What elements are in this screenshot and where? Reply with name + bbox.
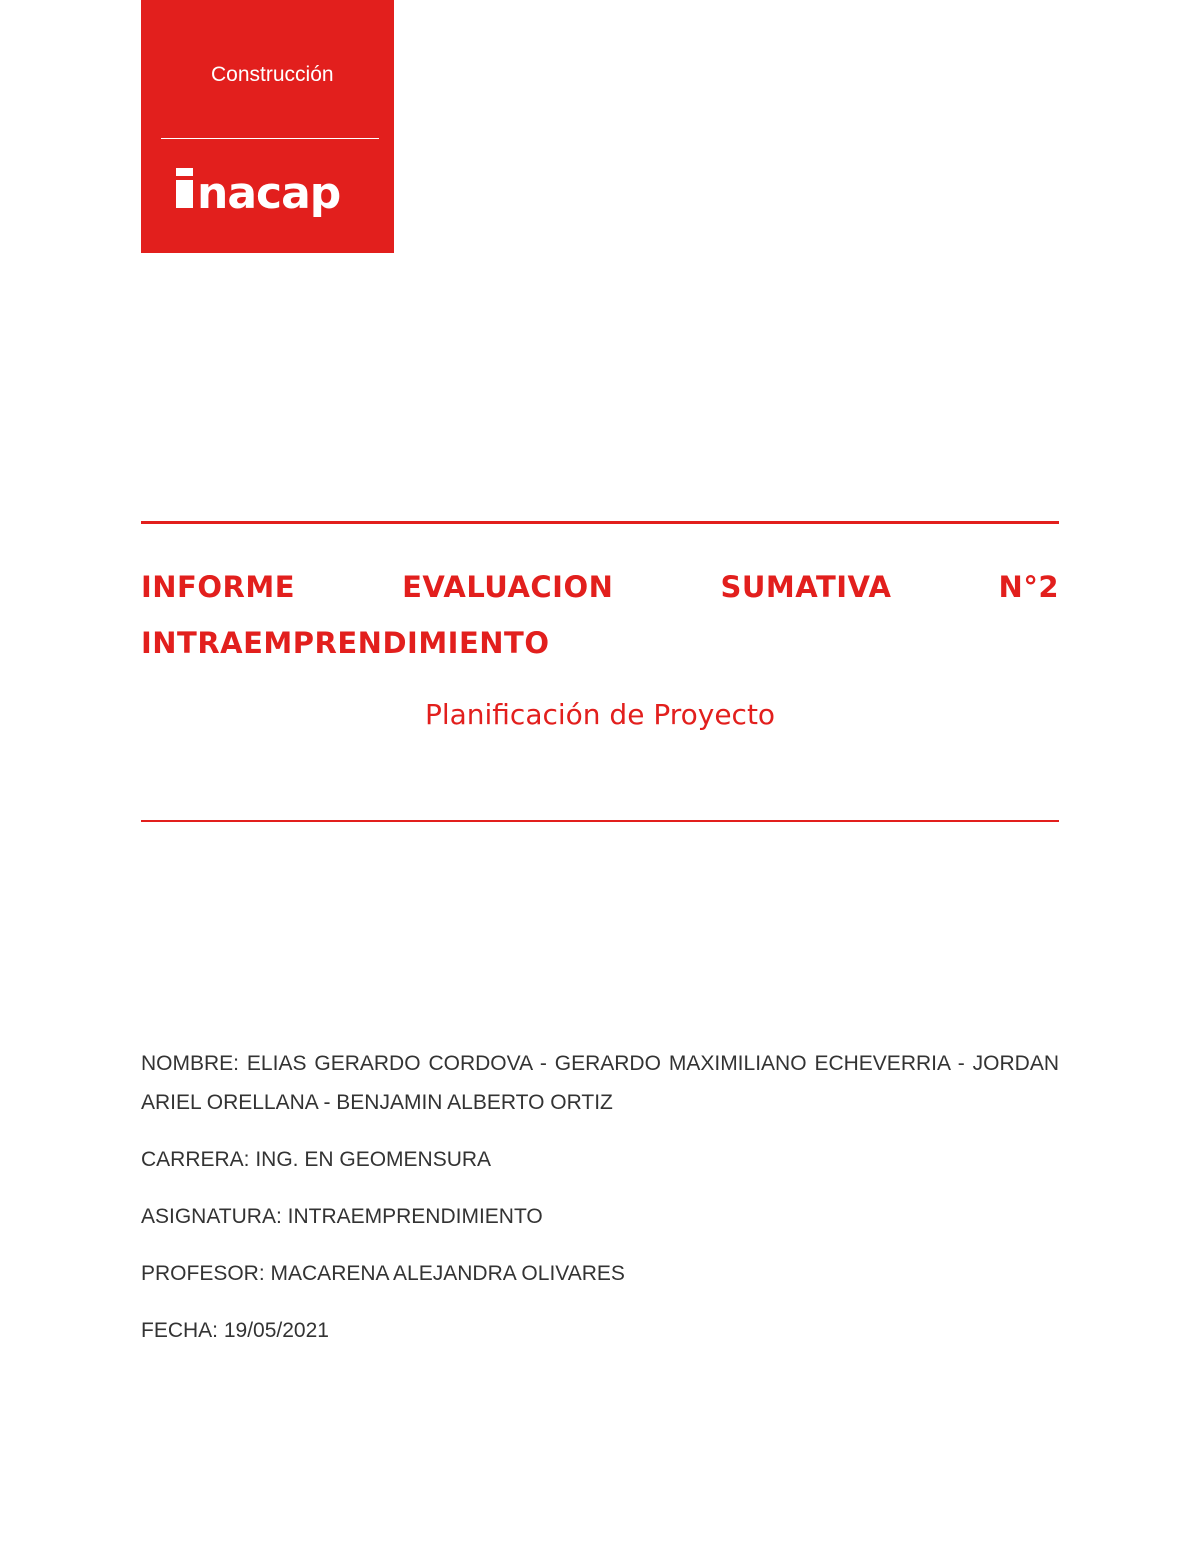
info-fecha: FECHA: 19/05/2021 xyxy=(141,1319,329,1342)
document-subtitle: Planificación de Proyecto xyxy=(424,698,776,731)
title-bottom-rule xyxy=(141,820,1059,822)
title-top-rule xyxy=(141,521,1059,524)
info-asignatura: ASIGNATURA: INTRAEMPRENDIMIENTO xyxy=(141,1205,543,1228)
student-info xyxy=(141,1044,1059,1368)
brand-divider xyxy=(161,138,379,139)
info-nombre: NOMBRE: ELIAS GERARDO CORDOVA - GERARDO MAXIMILIANO ECHEVERRIA - JORDAN ARIEL ORELLANA - BENJAMIN ALBERTO ORTIZ xyxy=(141,1052,1059,1114)
brand-area-label: Construcción xyxy=(211,63,334,86)
info-carrera: CARRERA: ING. EN GEOMENSURA xyxy=(141,1148,492,1171)
logo-wordmark: nacap xyxy=(197,168,341,219)
document-title: INFORME EVALUACION SUMATIVA N°2 INTRAEMPRENDIMIENTO xyxy=(141,570,1059,660)
brand-header xyxy=(141,0,394,253)
inacap-logo xyxy=(176,168,366,224)
info-profesor: PROFESOR: MACARENA ALEJANDRA OLIVARES xyxy=(141,1262,625,1285)
